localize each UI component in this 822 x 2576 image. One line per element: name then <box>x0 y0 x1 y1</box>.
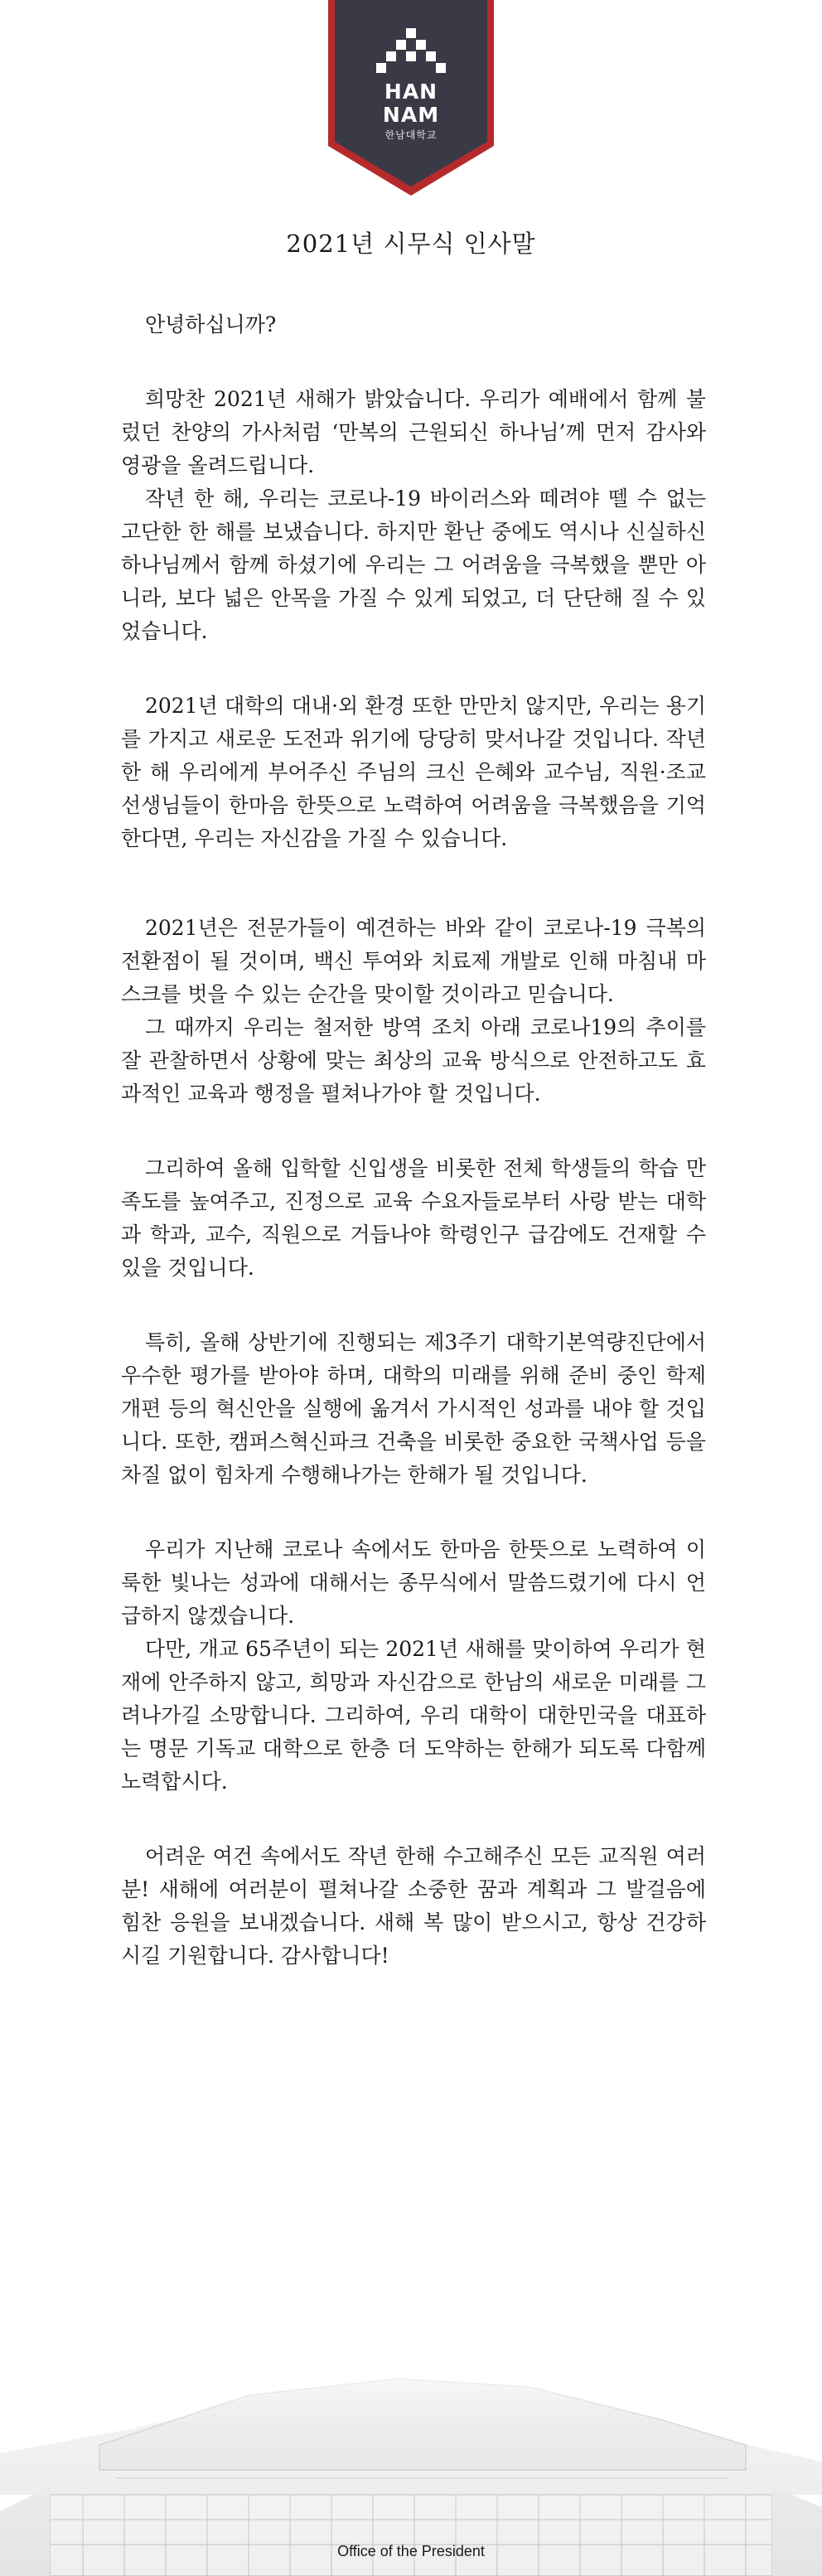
greeting: 안녕하십니까? <box>145 312 277 337</box>
paragraph-5: 그 때까지 우리는 철저한 방역 조치 아래 코로나19의 추이를 잘 관찰하면서 상황에 맞는 최상의 교육 방식으로 안전하고도 효과적인 교육과 행정을 펼쳐나가야 할 것입니다. <box>121 1015 706 1106</box>
paragraph-6: 그리하여 올해 입학할 신입생을 비롯한 전체 학생들의 학습 만족도를 높여주고, 진정으로 교육 수요자들로부터 사랑 받는 대학과 학과, 교수, 직원으로 거듭나야 학령인구 급감에도 건재할 수 있을 것입니다. <box>121 1156 706 1280</box>
paragraph-1: 희망찬 2021년 새해가 밝았습니다. 우리가 예배에서 함께 불렀던 찬양의 가사처럼 ‘만복의 근원되신 하나님’께 먼저 감사와 영광을 올려드립니다. <box>121 387 706 477</box>
letter-body <box>121 308 706 1973</box>
campus-building-illustration <box>0 2346 822 2576</box>
paragraph-8: 우리가 지난해 코로나 속에서도 한마음 한뜻으로 노력하여 이룩한 빛나는 성과에 대해서는 종무식에서 말씀드렸기에 다시 언급하지 않겠습니다. <box>121 1537 706 1628</box>
paragraph-2: 작년 한 해, 우리는 코로나-19 바이러스와 떼려야 뗄 수 없는 고단한 한 해를 보냈습니다. 하지만 환난 중에도 역시나 신실하신 하나님께서 함께 하셨기에 우리는 그 어려움을 극복했을 뿐만 아니라, 보다 넓은 안목을 가질 수 있게 되었고, 더 단단해 질 수 있었습니다. <box>121 487 706 643</box>
paragraph-7: 특히, 올해 상반기에 진행되는 제3주기 대학기본역량진단에서 우수한 평가를 받아야 하며, 대학의 미래를 위해 준비 중인 학제 개편 등의 혁신안을 실행에 옮겨서 가시적인 성과를 내야 할 것입니다. 또한, 캠퍼스혁신파크 건축을 비롯한 중요한 국책사업 등을 차질 없이 힘차게 수행해나가는 한해가 될 것입니다. <box>121 1330 706 1487</box>
university-emblem <box>328 0 494 196</box>
logo-text-korean: 한남대학교 <box>384 129 438 141</box>
office-label: Office of the President <box>337 2543 485 2559</box>
paragraph-10: 어려운 여건 속에서도 작년 한해 수고해주신 모든 교직원 여러분! 새해에 여러분이 펼쳐나갈 소중한 꿈과 계획과 그 발걸음에 힘찬 응원을 보내겠습니다. 새해 복 많이 받으시고, 항상 건강하시길 기원합니다. 감사합니다! <box>121 1844 706 1968</box>
document-title: 2021년 시무식 인사말 <box>286 230 536 258</box>
logo-text-nam: NAM <box>382 103 440 127</box>
paragraph-3: 2021년 대학의 대내·외 환경 또한 만만치 않지만, 우리는 용기를 가지고 새로운 도전과 위기에 당당히 맞서나갈 것입니다. 작년 한 해 우리에게 부어주신 주님의 크신 은혜와 교수님, 직원·조교 선생님들이 한마음 한뜻으로 노력하여 어려움을 극복했음을 기억한다면, 우리는 자신감을 가질 수 있습니다. <box>121 694 706 850</box>
paragraph-4: 2021년은 전문가들이 예견하는 바와 같이 코로나-19 극복의 전환점이 될 것이며, 백신 투여와 치료제 개발로 인해 마침내 마스크를 벗을 수 있는 순간을 맞이할 것이라고 믿습니다. <box>121 916 706 1006</box>
logo-text-han: HAN <box>384 80 438 104</box>
paragraph-9: 다만, 개교 65주년이 되는 2021년 새해를 맞이하여 우리가 현재에 안주하지 않고, 희망과 자신감으로 한남의 새로운 미래를 그려나가길 소망합니다. 그리하여, 우리 대학이 대한민국을 대표하는 명문 기독교 대학으로 한층 더 도약하는 한해가 되도록 다함께 노력합시다. <box>121 1637 706 1794</box>
